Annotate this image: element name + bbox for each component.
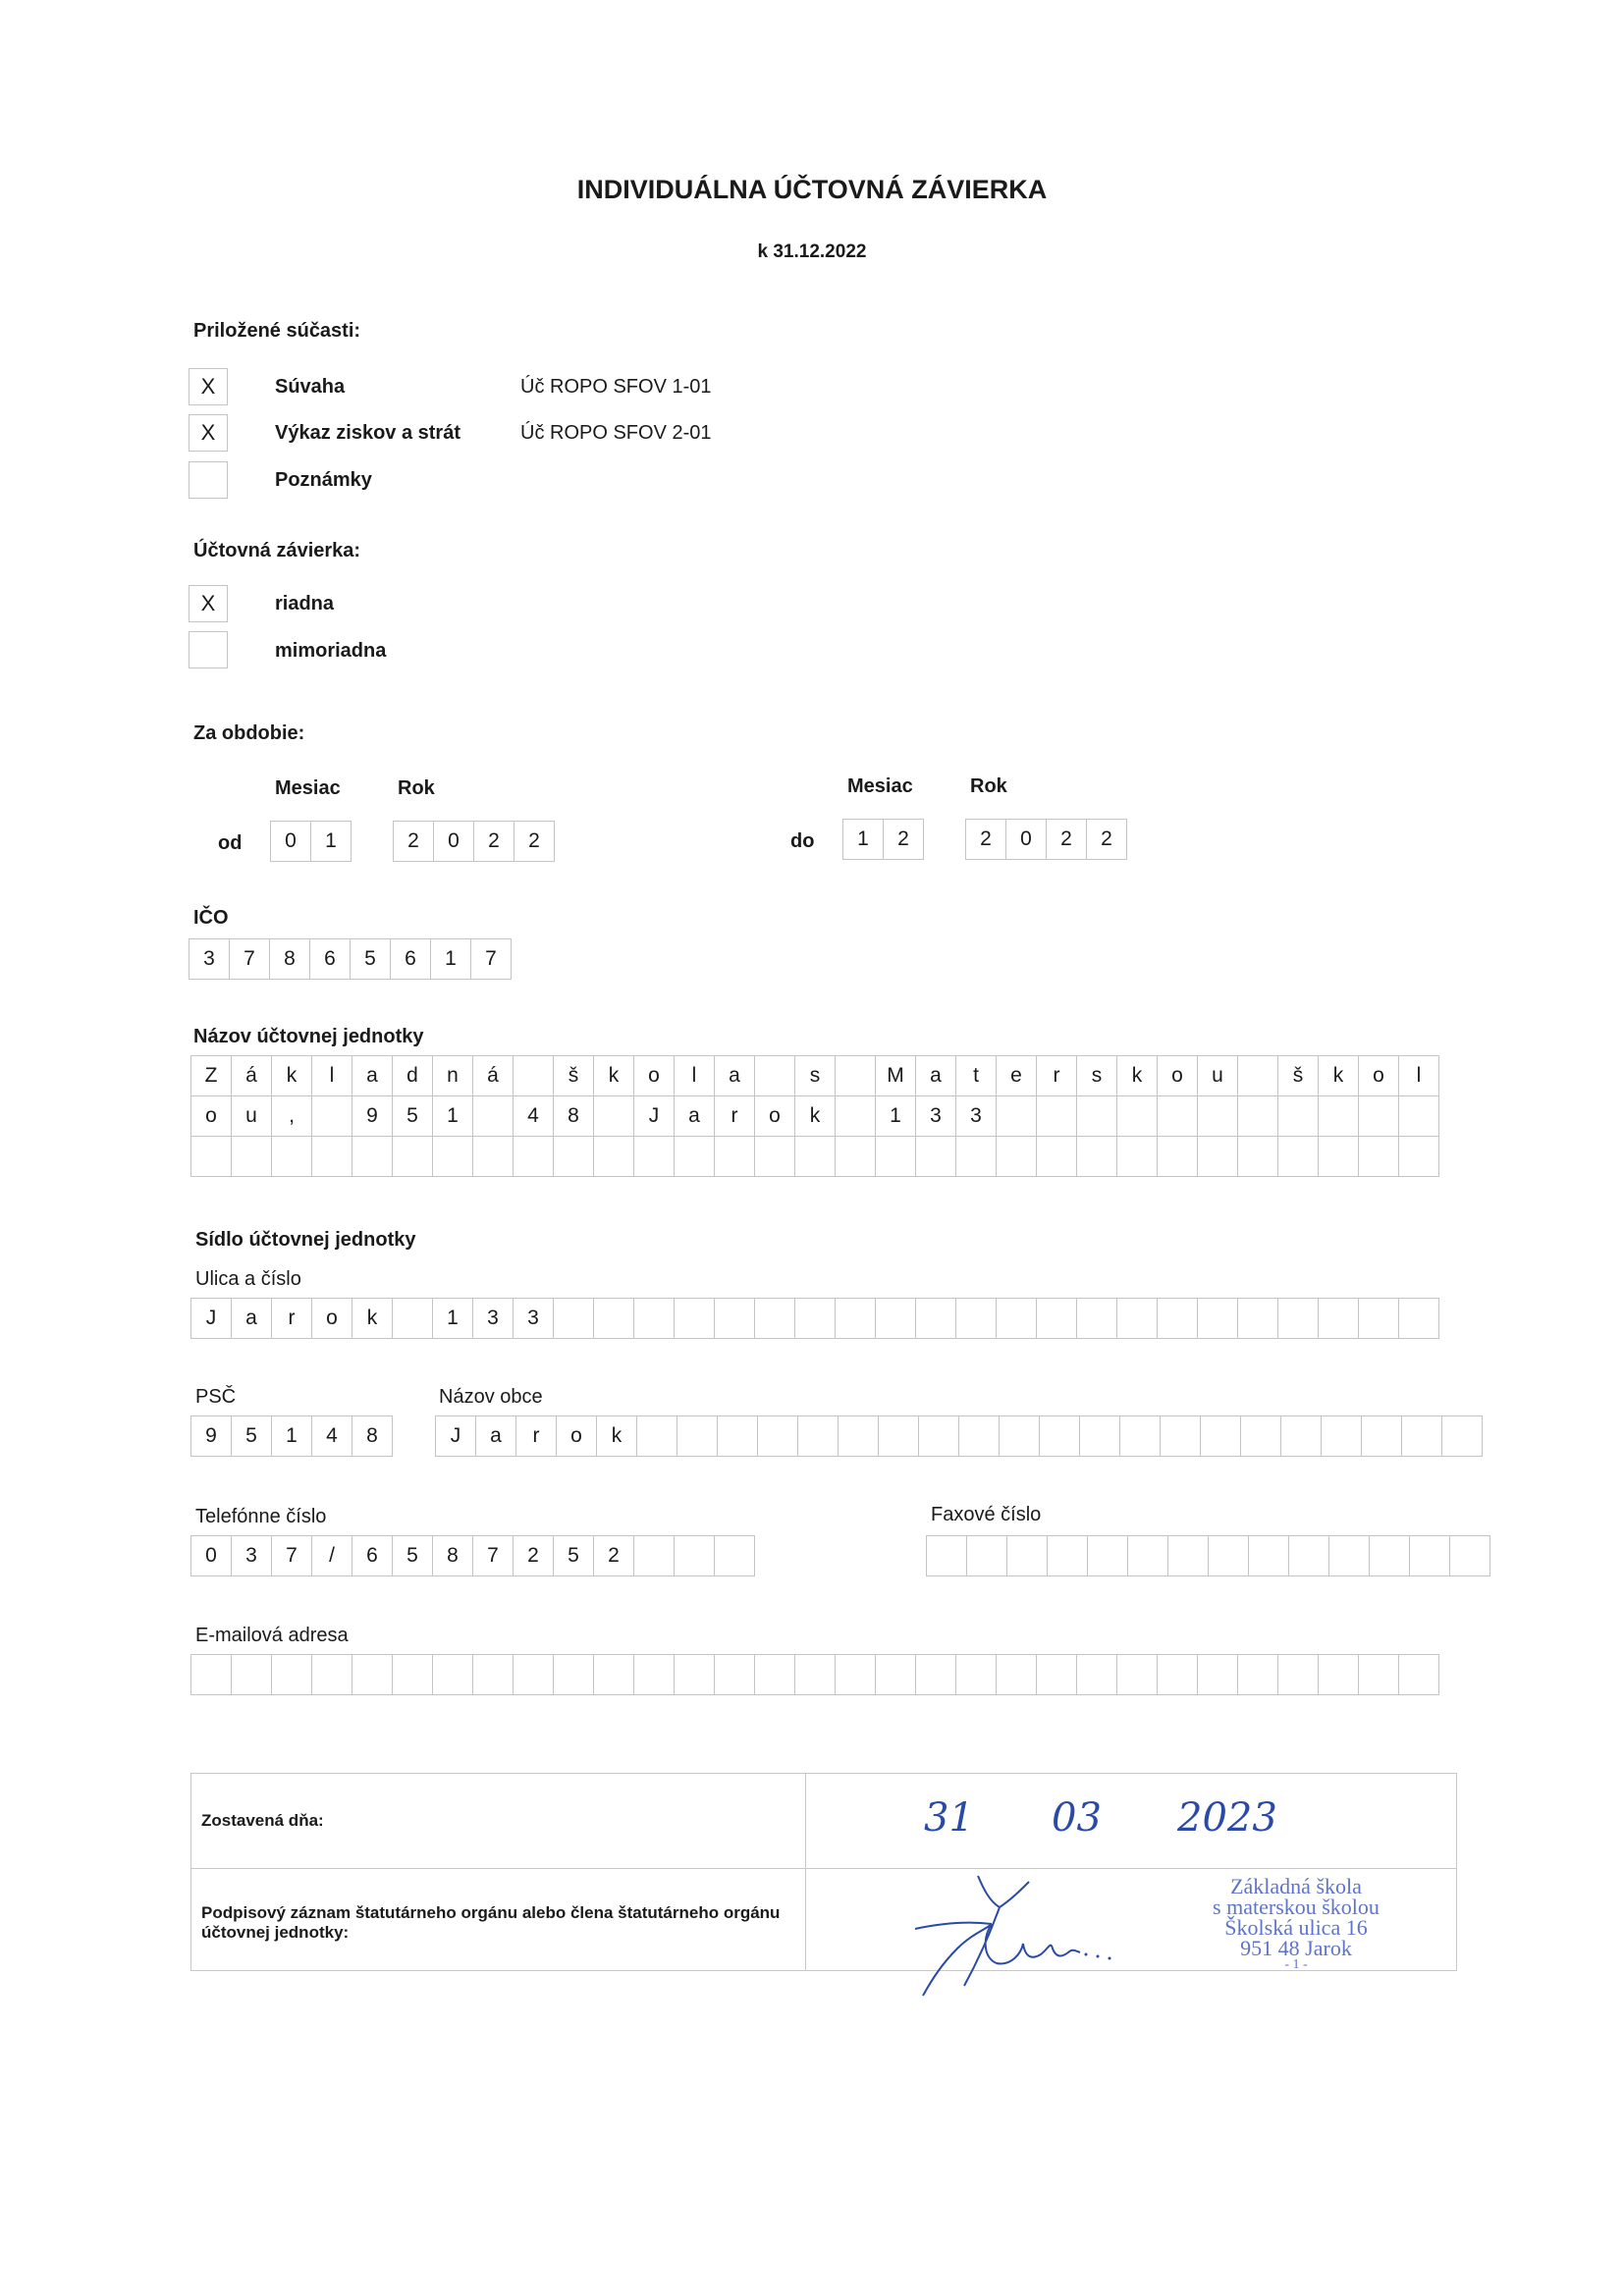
cell[interactable] <box>875 1298 916 1339</box>
cell[interactable]: 1 <box>310 821 352 862</box>
entity-name-label: Názov účtovnej jednotky <box>193 1026 424 1047</box>
cell[interactable] <box>1237 1654 1278 1695</box>
cell[interactable]: o <box>311 1298 352 1339</box>
cell[interactable] <box>1398 1654 1439 1695</box>
cell[interactable] <box>754 1654 795 1695</box>
cell[interactable] <box>926 1535 967 1576</box>
cell[interactable] <box>432 1136 473 1177</box>
cell[interactable] <box>190 1136 232 1177</box>
attachment-checkbox-suvaha[interactable]: X <box>189 368 228 405</box>
cell[interactable]: 1 <box>432 1095 473 1137</box>
cell[interactable] <box>1208 1535 1249 1576</box>
cell[interactable] <box>918 1415 959 1457</box>
cell[interactable]: o <box>1358 1055 1399 1096</box>
cell[interactable]: o <box>556 1415 597 1457</box>
cell[interactable]: 8 <box>269 938 310 980</box>
cell[interactable] <box>1277 1095 1319 1137</box>
statement-checkbox-riadna[interactable]: X <box>189 585 228 622</box>
cell[interactable] <box>674 1298 715 1339</box>
cell[interactable]: k <box>271 1055 312 1096</box>
cell[interactable] <box>593 1136 634 1177</box>
cell[interactable]: 3 <box>231 1535 272 1576</box>
cell[interactable] <box>1398 1136 1439 1177</box>
attachment-code-vykaz: Úč ROPO SFOV 2-01 <box>520 422 712 444</box>
cell[interactable] <box>1277 1136 1319 1177</box>
cell[interactable]: 1 <box>271 1415 312 1457</box>
cell[interactable] <box>1398 1095 1439 1137</box>
cell[interactable]: 0 <box>433 821 474 862</box>
cell[interactable]: 5 <box>350 938 391 980</box>
cell[interactable]: á <box>472 1055 514 1096</box>
cell[interactable] <box>1076 1298 1117 1339</box>
cell[interactable]: š <box>553 1055 594 1096</box>
attachment-checkbox-vykaz[interactable]: X <box>189 414 228 452</box>
cell[interactable]: o <box>754 1095 795 1137</box>
cell[interactable]: k <box>352 1298 393 1339</box>
cell[interactable] <box>1157 1095 1198 1137</box>
cell[interactable]: J <box>435 1415 476 1457</box>
cell[interactable]: 3 <box>955 1095 997 1137</box>
cell[interactable] <box>1321 1415 1362 1457</box>
email-cells <box>190 1654 1439 1695</box>
cell[interactable] <box>593 1095 634 1137</box>
cell[interactable]: 4 <box>311 1415 352 1457</box>
cell[interactable]: 1 <box>432 1298 473 1339</box>
cell[interactable]: e <box>996 1055 1037 1096</box>
cell[interactable] <box>1036 1298 1077 1339</box>
cell[interactable] <box>915 1654 956 1695</box>
cell[interactable] <box>1076 1136 1117 1177</box>
cell[interactable] <box>1119 1415 1161 1457</box>
cell[interactable] <box>593 1654 634 1695</box>
cell[interactable] <box>754 1136 795 1177</box>
cell[interactable] <box>757 1415 798 1457</box>
attachment-label-suvaha: Súvaha <box>275 376 346 398</box>
cell[interactable] <box>633 1535 675 1576</box>
cell[interactable] <box>1087 1535 1128 1576</box>
zip-cells <box>190 1415 393 1457</box>
cell[interactable] <box>553 1654 594 1695</box>
cell[interactable]: 2 <box>1086 819 1127 860</box>
cell[interactable]: n <box>432 1055 473 1096</box>
cell[interactable] <box>835 1298 876 1339</box>
cell[interactable] <box>966 1535 1007 1576</box>
cell[interactable]: 5 <box>231 1415 272 1457</box>
seat-label: Sídlo účtovnej jednotky <box>195 1229 416 1251</box>
cell[interactable] <box>838 1415 879 1457</box>
cell[interactable] <box>1197 1654 1238 1695</box>
cell[interactable]: 5 <box>553 1535 594 1576</box>
stamp-line: Školská ulica 16 <box>1224 1915 1368 1940</box>
attachments-label: Priložené súčasti: <box>193 320 361 342</box>
cell[interactable]: l <box>311 1055 352 1096</box>
date-year[interactable]: 2023 <box>1177 1795 1277 1841</box>
cell[interactable] <box>1116 1298 1158 1339</box>
city-cells <box>435 1415 1483 1457</box>
cell[interactable] <box>1116 1095 1158 1137</box>
cell[interactable] <box>674 1535 715 1576</box>
cell[interactable]: a <box>714 1055 755 1096</box>
cell[interactable]: 8 <box>432 1535 473 1576</box>
period-to-month-cells <box>842 819 924 860</box>
cell[interactable] <box>1036 1136 1077 1177</box>
cell[interactable] <box>1361 1415 1402 1457</box>
cell[interactable]: 8 <box>352 1415 393 1457</box>
cell[interactable]: r <box>714 1095 755 1137</box>
fax-cells <box>926 1535 1490 1576</box>
period-to-month-label: Mesiac <box>847 775 913 797</box>
cell[interactable] <box>1358 1298 1399 1339</box>
cell[interactable] <box>1449 1535 1490 1576</box>
ico-label: IČO <box>193 907 229 929</box>
cell[interactable]: , <box>271 1095 312 1137</box>
statement-label-riadna: riadna <box>275 593 335 614</box>
cell[interactable]: 9 <box>352 1095 393 1137</box>
period-to-label: do <box>790 830 815 852</box>
period-from-month-label: Mesiac <box>275 777 341 799</box>
cell[interactable] <box>1036 1095 1077 1137</box>
zip-label: PSČ <box>195 1386 237 1408</box>
cell[interactable] <box>636 1415 677 1457</box>
cell[interactable] <box>190 1654 232 1695</box>
cell[interactable]: 3 <box>189 938 230 980</box>
cell[interactable]: l <box>1398 1055 1439 1096</box>
cell[interactable] <box>513 1654 554 1695</box>
cell[interactable]: d <box>392 1055 433 1096</box>
cell[interactable] <box>1006 1535 1048 1576</box>
cell[interactable] <box>955 1654 997 1695</box>
cell[interactable] <box>1369 1535 1410 1576</box>
cell[interactable] <box>271 1136 312 1177</box>
cell[interactable] <box>472 1095 514 1137</box>
signature-label: Podpisový záznam štatutárneho orgánu alebo člena štatutárneho orgánu účtovnej jednotky: <box>201 1903 781 1942</box>
cell[interactable] <box>674 1136 715 1177</box>
cell[interactable] <box>472 1654 514 1695</box>
cell[interactable]: l <box>674 1055 715 1096</box>
signature-table <box>190 1773 1457 1971</box>
entity-name-row <box>190 1055 1439 1096</box>
cell[interactable]: 7 <box>472 1535 514 1576</box>
cell[interactable] <box>593 1298 634 1339</box>
cell[interactable]: 7 <box>271 1535 312 1576</box>
cell[interactable]: 3 <box>915 1095 956 1137</box>
cell[interactable] <box>633 1136 675 1177</box>
cell[interactable]: 6 <box>352 1535 393 1576</box>
cell[interactable] <box>915 1298 956 1339</box>
attachment-checkbox-poznamky[interactable] <box>189 461 228 499</box>
cell[interactable]: k <box>593 1055 634 1096</box>
cell[interactable]: u <box>1197 1055 1238 1096</box>
cell[interactable] <box>352 1654 393 1695</box>
cell[interactable]: k <box>596 1415 637 1457</box>
stamp-page-mark: - 1 - <box>1284 1957 1308 1972</box>
cell[interactable] <box>513 1136 554 1177</box>
cell[interactable] <box>996 1136 1037 1177</box>
cell[interactable] <box>754 1055 795 1096</box>
cell[interactable] <box>352 1136 393 1177</box>
cell[interactable] <box>1318 1136 1359 1177</box>
street-label: Ulica a číslo <box>195 1268 301 1290</box>
cell[interactable] <box>1036 1654 1077 1695</box>
cell[interactable] <box>1157 1654 1198 1695</box>
cell[interactable] <box>915 1136 956 1177</box>
cell[interactable] <box>1157 1136 1198 1177</box>
cell[interactable]: u <box>231 1095 272 1137</box>
cell[interactable] <box>1237 1136 1278 1177</box>
cell[interactable] <box>717 1415 758 1457</box>
cell[interactable]: 7 <box>229 938 270 980</box>
cell[interactable] <box>1318 1095 1359 1137</box>
cell[interactable] <box>392 1136 433 1177</box>
period-to-year-label: Rok <box>970 775 1007 797</box>
cell[interactable] <box>794 1136 836 1177</box>
cell[interactable] <box>754 1298 795 1339</box>
date-label: Zostavená dňa: <box>201 1811 324 1830</box>
cell[interactable] <box>1039 1415 1080 1457</box>
cell[interactable] <box>1248 1535 1289 1576</box>
cell[interactable] <box>513 1055 554 1096</box>
cell[interactable] <box>633 1654 675 1695</box>
attachment-label-vykaz: Výkaz ziskov a strát <box>275 422 460 444</box>
cell[interactable] <box>231 1654 272 1695</box>
cell[interactable] <box>1358 1136 1399 1177</box>
cell[interactable]: J <box>633 1095 675 1137</box>
cell[interactable] <box>1237 1298 1278 1339</box>
cell[interactable] <box>674 1654 715 1695</box>
cell[interactable]: 8 <box>553 1095 594 1137</box>
cell[interactable] <box>835 1055 876 1096</box>
cell[interactable]: 0 <box>1005 819 1047 860</box>
period-from-year-label: Rok <box>398 777 435 799</box>
cell[interactable] <box>955 1298 997 1339</box>
cell[interactable]: 6 <box>390 938 431 980</box>
cell[interactable]: k <box>1116 1055 1158 1096</box>
cell[interactable] <box>1127 1535 1168 1576</box>
cell[interactable]: s <box>794 1055 836 1096</box>
cell[interactable]: š <box>1277 1055 1319 1096</box>
cell[interactable] <box>677 1415 718 1457</box>
cell[interactable]: s <box>1076 1055 1117 1096</box>
cell[interactable] <box>1398 1298 1439 1339</box>
stamp-line: 951 48 Jarok <box>1240 1936 1352 1960</box>
cell[interactable]: 2 <box>393 821 434 862</box>
cell[interactable]: r <box>515 1415 557 1457</box>
cell[interactable] <box>875 1136 916 1177</box>
cell[interactable] <box>553 1298 594 1339</box>
cell[interactable] <box>1240 1415 1281 1457</box>
cell[interactable]: a <box>231 1298 272 1339</box>
cell[interactable] <box>1277 1654 1319 1695</box>
cell[interactable]: 6 <box>309 938 351 980</box>
cell[interactable] <box>875 1654 916 1695</box>
cell[interactable] <box>392 1298 433 1339</box>
cell[interactable]: 1 <box>842 819 884 860</box>
cell[interactable]: 5 <box>392 1535 433 1576</box>
attachment-code-suvaha: Úč ROPO SFOV 1-01 <box>520 376 712 398</box>
cell[interactable]: 2 <box>1046 819 1087 860</box>
cell[interactable] <box>1328 1535 1370 1576</box>
cell[interactable] <box>1079 1415 1120 1457</box>
date-month[interactable]: 03 <box>1052 1795 1102 1841</box>
cell[interactable] <box>1318 1654 1359 1695</box>
cell[interactable]: 7 <box>470 938 512 980</box>
cell[interactable] <box>1277 1298 1319 1339</box>
cell[interactable] <box>955 1136 997 1177</box>
cell[interactable]: J <box>190 1298 232 1339</box>
statement-checkbox-mimoriadna[interactable] <box>189 631 228 668</box>
cell[interactable]: 5 <box>392 1095 433 1137</box>
cell[interactable]: a <box>352 1055 393 1096</box>
cell[interactable] <box>797 1415 839 1457</box>
signature-scrawl <box>913 1870 1149 2002</box>
statement-type-label: Účtovná závierka: <box>193 540 361 561</box>
period-from-label: od <box>218 832 243 854</box>
page-subtitle: k 31.12.2022 <box>757 241 867 262</box>
cell[interactable] <box>271 1654 312 1695</box>
page-title: INDIVIDUÁLNA ÚČTOVNÁ ZÁVIERKA <box>576 175 1048 204</box>
cell[interactable] <box>231 1136 272 1177</box>
cell[interactable] <box>958 1415 1000 1457</box>
cell[interactable] <box>996 1095 1037 1137</box>
cell[interactable]: o <box>1157 1055 1198 1096</box>
city-label: Názov obce <box>439 1386 543 1408</box>
email-label: E-mailová adresa <box>195 1625 349 1646</box>
cell[interactable]: 0 <box>190 1535 232 1576</box>
cell[interactable] <box>1237 1095 1278 1137</box>
period-label: Za obdobie: <box>193 722 305 744</box>
cell[interactable] <box>432 1654 473 1695</box>
cell[interactable]: a <box>475 1415 516 1457</box>
cell[interactable]: 9 <box>190 1415 232 1457</box>
cell[interactable]: 0 <box>270 821 311 862</box>
cell[interactable] <box>1167 1535 1209 1576</box>
cell[interactable]: k <box>1318 1055 1359 1096</box>
cell[interactable] <box>835 1654 876 1695</box>
period-from-month-cells <box>270 821 352 862</box>
cell[interactable] <box>714 1136 755 1177</box>
entity-name-grid <box>190 1055 1439 1177</box>
entity-name-row <box>190 1136 1439 1177</box>
cell[interactable] <box>1197 1136 1238 1177</box>
cell[interactable]: Z <box>190 1055 232 1096</box>
statement-label-mimoriadna: mimoriadna <box>275 640 387 662</box>
ico-cells <box>189 938 512 980</box>
phone-cells <box>190 1535 755 1576</box>
cell[interactable]: 2 <box>883 819 924 860</box>
fax-label: Faxové číslo <box>931 1504 1042 1525</box>
cell[interactable] <box>794 1298 836 1339</box>
cell[interactable] <box>996 1654 1037 1695</box>
cell[interactable]: o <box>190 1095 232 1137</box>
cell[interactable]: 2 <box>965 819 1006 860</box>
cell[interactable]: 3 <box>472 1298 514 1339</box>
cell[interactable]: t <box>955 1055 997 1096</box>
cell[interactable] <box>714 1535 755 1576</box>
cell[interactable]: 4 <box>513 1095 554 1137</box>
cell[interactable]: 2 <box>593 1535 634 1576</box>
cell[interactable] <box>1197 1298 1238 1339</box>
cell[interactable] <box>1047 1535 1088 1576</box>
cell[interactable]: 2 <box>473 821 514 862</box>
school-stamp <box>1164 1876 1429 1972</box>
cell[interactable]: r <box>271 1298 312 1339</box>
period-to-year-cells <box>965 819 1127 860</box>
cell[interactable] <box>1280 1415 1322 1457</box>
cell[interactable]: á <box>231 1055 272 1096</box>
cell[interactable] <box>714 1298 755 1339</box>
date-day[interactable]: 31 <box>924 1795 974 1841</box>
cell[interactable] <box>835 1095 876 1137</box>
cell[interactable]: 2 <box>514 821 555 862</box>
stamp-line: s materskou školou <box>1213 1895 1380 1919</box>
cell[interactable] <box>1401 1415 1442 1457</box>
cell[interactable]: o <box>633 1055 675 1096</box>
attachment-label-poznamky: Poznámky <box>275 469 372 491</box>
cell[interactable] <box>1237 1055 1278 1096</box>
cell[interactable]: 3 <box>513 1298 554 1339</box>
cell[interactable]: r <box>1036 1055 1077 1096</box>
cell[interactable] <box>835 1136 876 1177</box>
cell[interactable] <box>472 1136 514 1177</box>
cell[interactable] <box>794 1654 836 1695</box>
cell[interactable] <box>1157 1298 1198 1339</box>
phone-label: Telefónne číslo <box>195 1506 327 1527</box>
cell[interactable] <box>553 1136 594 1177</box>
cell[interactable] <box>311 1136 352 1177</box>
cell[interactable]: 2 <box>513 1535 554 1576</box>
entity-name-row <box>190 1095 1439 1137</box>
cell[interactable] <box>1200 1415 1241 1457</box>
cell[interactable] <box>392 1654 433 1695</box>
cell[interactable] <box>1409 1535 1450 1576</box>
cell[interactable] <box>999 1415 1040 1457</box>
cell[interactable] <box>1358 1654 1399 1695</box>
cell[interactable] <box>878 1415 919 1457</box>
cell[interactable] <box>1358 1095 1399 1137</box>
cell[interactable] <box>714 1654 755 1695</box>
cell[interactable]: 1 <box>430 938 471 980</box>
cell[interactable]: M <box>875 1055 916 1096</box>
cell[interactable] <box>1116 1136 1158 1177</box>
cell[interactable] <box>1197 1095 1238 1137</box>
cell[interactable]: k <box>794 1095 836 1137</box>
cell[interactable] <box>633 1298 675 1339</box>
cell[interactable]: 1 <box>875 1095 916 1137</box>
cell[interactable] <box>1288 1535 1329 1576</box>
cell[interactable] <box>311 1654 352 1695</box>
cell[interactable] <box>1318 1298 1359 1339</box>
cell[interactable] <box>996 1298 1037 1339</box>
stamp-line: Základná škola <box>1230 1874 1362 1898</box>
cell[interactable] <box>1160 1415 1201 1457</box>
cell[interactable]: a <box>915 1055 956 1096</box>
cell[interactable] <box>1076 1095 1117 1137</box>
cell[interactable] <box>1116 1654 1158 1695</box>
period-from-year-cells <box>393 821 555 862</box>
cell[interactable] <box>1441 1415 1483 1457</box>
cell[interactable]: / <box>311 1535 352 1576</box>
street-cells <box>190 1298 1439 1339</box>
cell[interactable] <box>311 1095 352 1137</box>
cell[interactable] <box>1076 1654 1117 1695</box>
cell[interactable]: a <box>674 1095 715 1137</box>
